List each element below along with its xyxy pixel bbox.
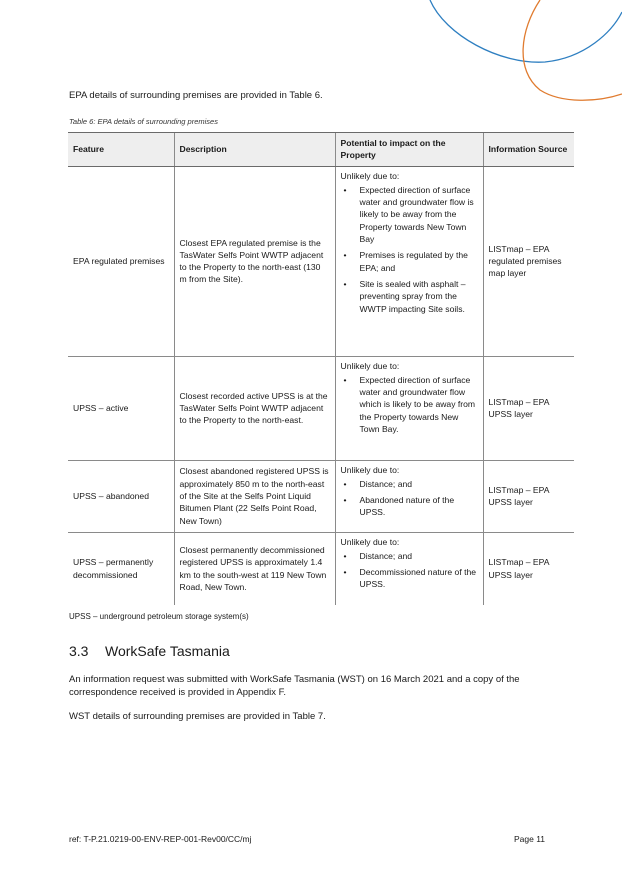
header-feature: Feature (68, 133, 174, 167)
table-row (68, 532, 574, 605)
potential-cell (335, 460, 483, 532)
description-cell: Closest EPA regulated premise is the TasWater Selfs Point WWTP adjacent to the Property to the north-east (130 m from the Site). (174, 166, 335, 356)
header-description: Description (174, 133, 335, 167)
footer-reference: ref: T-P.21.0219-00-ENV-REP-001-Rev00/CC/mj (69, 834, 252, 844)
table-row (68, 356, 574, 460)
section-number: 3.3 (69, 643, 89, 659)
list-item: • Distance; and (341, 550, 478, 562)
source-cell: LISTmap – EPA regulated premises map layer (483, 166, 574, 356)
table-note: UPSS – underground petroleum storage system(s) (69, 612, 249, 621)
potential-intro: Unlikely due to: (340, 360, 400, 371)
orange-arc (523, 0, 622, 100)
section-title: WorkSafe Tasmania (105, 643, 230, 659)
feature-cell: UPSS – active (68, 356, 174, 460)
list-item: • Premises is regulated by the EPA; and (341, 249, 478, 274)
feature-cell: UPSS – abandoned (68, 460, 174, 532)
header-potential-impact: Potential to impact on the Property (335, 133, 483, 167)
table-caption: Table 6: EPA details of surrounding premises (69, 117, 218, 126)
paragraph-worksafe-request: An information request was submitted with WorkSafe Tasmania (WST) on 16 March 2021 and a copy of the correspondence received is provided in Appendix F. (69, 674, 520, 698)
source-cell: LISTmap – EPA UPSS layer (483, 356, 574, 460)
potential-list (341, 374, 478, 435)
source-cell: LISTmap – EPA UPSS layer (483, 460, 574, 532)
potential-cell (335, 356, 483, 460)
table-header-row (68, 133, 574, 167)
potential-list (341, 184, 478, 315)
list-item: • Site is sealed with asphalt – preventing spray from the WWTP impacting Site soils. (341, 278, 478, 315)
feature-cell: UPSS – permanently decommissioned (73, 557, 154, 580)
description-cell: Closest permanently decommissioned registered UPSS is approximately 1.4 km to the south-west at 119 New Town Road, New Town. (174, 532, 335, 605)
list-item: • Decommissioned nature of the UPSS. (341, 566, 478, 591)
table-row (68, 166, 574, 356)
potential-intro: Unlikely due to: (340, 170, 400, 181)
list-item: • Expected direction of surface water and groundwater flow which is likely to be away from the Property towards New Town Bay. (341, 374, 478, 435)
description-cell: Closest abandoned registered UPSS is approximately 850 m to the north-east of the Site at the Selfs Point Liquid Bitumen Plant (22 Selfs Point Road, New Town) (174, 460, 335, 532)
table-row (68, 460, 574, 532)
paragraph-wst-details: WST details of surrounding premises are provided in Table 7. (69, 711, 326, 722)
section-heading (69, 643, 230, 659)
potential-intro: Unlikely due to: (340, 464, 400, 475)
potential-intro: Unlikely due to: (340, 536, 400, 547)
header-information-source: Information Source (483, 133, 574, 167)
potential-list (341, 478, 478, 519)
intro-text: EPA details of surrounding premises are provided in Table 6. (69, 90, 323, 101)
list-item: • Distance; and (341, 478, 478, 490)
epa-premises-table (68, 132, 574, 605)
source-cell: LISTmap – EPA UPSS layer (483, 532, 574, 605)
list-item: • Expected direction of surface water and groundwater flow is likely to be away from the Property towards New Town Bay (341, 184, 478, 245)
feature-cell: EPA regulated premises (68, 166, 174, 356)
potential-cell (335, 166, 483, 356)
description-cell: Closest recorded active UPSS is at the TasWater Selfs Point WWTP adjacent to the Property to the north-east. (174, 356, 335, 460)
potential-list (341, 550, 478, 591)
potential-cell (335, 532, 483, 605)
list-item: • Abandoned nature of the UPSS. (341, 494, 478, 519)
page-number: Page 11 (514, 834, 546, 844)
